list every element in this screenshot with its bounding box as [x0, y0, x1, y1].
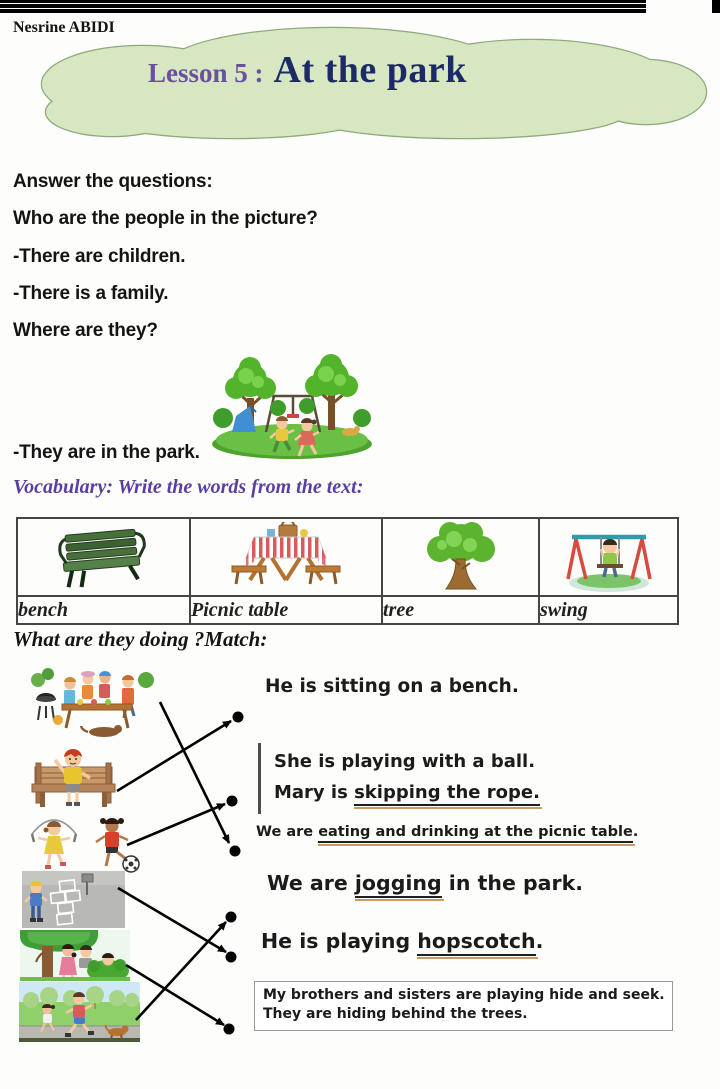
- sentence-ball: She is playing with a ball.: [274, 751, 536, 772]
- swing-illustration-icon: [564, 521, 654, 593]
- hide-and-seek-illustration: [20, 930, 130, 981]
- sentence-group-ball-rope: [258, 743, 540, 814]
- sentence-jogging-underlined: jogging: [355, 871, 442, 898]
- sentence-rope-underlined: skipping the rope.: [354, 782, 540, 806]
- jogging-in-park-illustration: [19, 982, 140, 1042]
- tree-label: tree: [382, 596, 539, 624]
- vocabulary-label-row: [17, 596, 678, 624]
- tree-cell: [382, 518, 539, 596]
- sentence-jogging-post: in the park.: [441, 871, 584, 895]
- questions-heading: Answer the questions:: [13, 171, 213, 192]
- sentence-hopscotch-pre: He is playing: [261, 929, 418, 953]
- bench-cell: [17, 518, 190, 596]
- sentence-hide-seek-2: They are hiding behind the trees.: [263, 1006, 528, 1022]
- picnic-table-illustration-icon: [224, 522, 348, 592]
- vocabulary-table: [16, 517, 679, 625]
- sentence-eating-drinking: [256, 824, 638, 840]
- sentence-box-hide-seek: [254, 981, 673, 1031]
- sentence-hide-seek-1: My brothers and sisters are playing hide and seek.: [263, 987, 665, 1003]
- top-border-bar: [0, 0, 646, 13]
- lesson-number-label: Lesson 5 :: [148, 58, 264, 88]
- tree-illustration-icon: [418, 521, 504, 593]
- answer-park: -They are in the park.: [13, 442, 200, 463]
- vocabulary-image-row: [17, 518, 678, 596]
- picnic-table-label: Picnic table: [190, 596, 382, 624]
- sentence-jogging: [267, 871, 583, 895]
- girl-skipping-and-girl-with-ball-illustration: [24, 814, 146, 875]
- picnic-scene-illustration: [28, 664, 166, 742]
- sentence-rope: [274, 777, 540, 808]
- question-where: Where are they?: [13, 320, 158, 341]
- sentence-hopscotch: [261, 929, 543, 953]
- sentence-eating-post: .: [632, 824, 639, 840]
- sentence-hopscotch-post: .: [535, 929, 544, 953]
- swing-label: swing: [539, 596, 678, 624]
- top-border-bar-right: [712, 0, 720, 13]
- author-name: Nesrine ABIDI: [13, 19, 115, 36]
- matching-heading: What are they doing ?Match:: [13, 627, 268, 651]
- sentence-eating-pre: We are: [256, 824, 319, 840]
- boy-on-bench-illustration: [27, 747, 120, 815]
- hopscotch-illustration: [22, 871, 125, 928]
- answer-children: -There are children.: [13, 246, 186, 267]
- sentence-eating-underlined: eating and drinking at the picnic table: [318, 824, 633, 843]
- park-scene-illustration: [210, 352, 374, 460]
- swing-cell: [539, 518, 678, 596]
- lesson-title-line: [148, 48, 467, 92]
- sentence-sitting-bench: He is sitting on a bench.: [265, 676, 519, 697]
- picnic-table-cell: [190, 518, 382, 596]
- sentence-jogging-pre: We are: [267, 871, 355, 895]
- page-title: At the park: [273, 49, 467, 91]
- bench-label: bench: [17, 596, 190, 624]
- vocabulary-heading: Vocabulary: Write the words from the text:: [13, 476, 364, 498]
- answer-family: -There is a family.: [13, 283, 169, 304]
- sentence-rope-pre: Mary is: [274, 782, 355, 803]
- question-who: Who are the people in the picture?: [13, 208, 318, 229]
- sentence-hopscotch-underlined: hopscotch: [417, 929, 535, 956]
- bench-illustration-icon: [49, 524, 159, 590]
